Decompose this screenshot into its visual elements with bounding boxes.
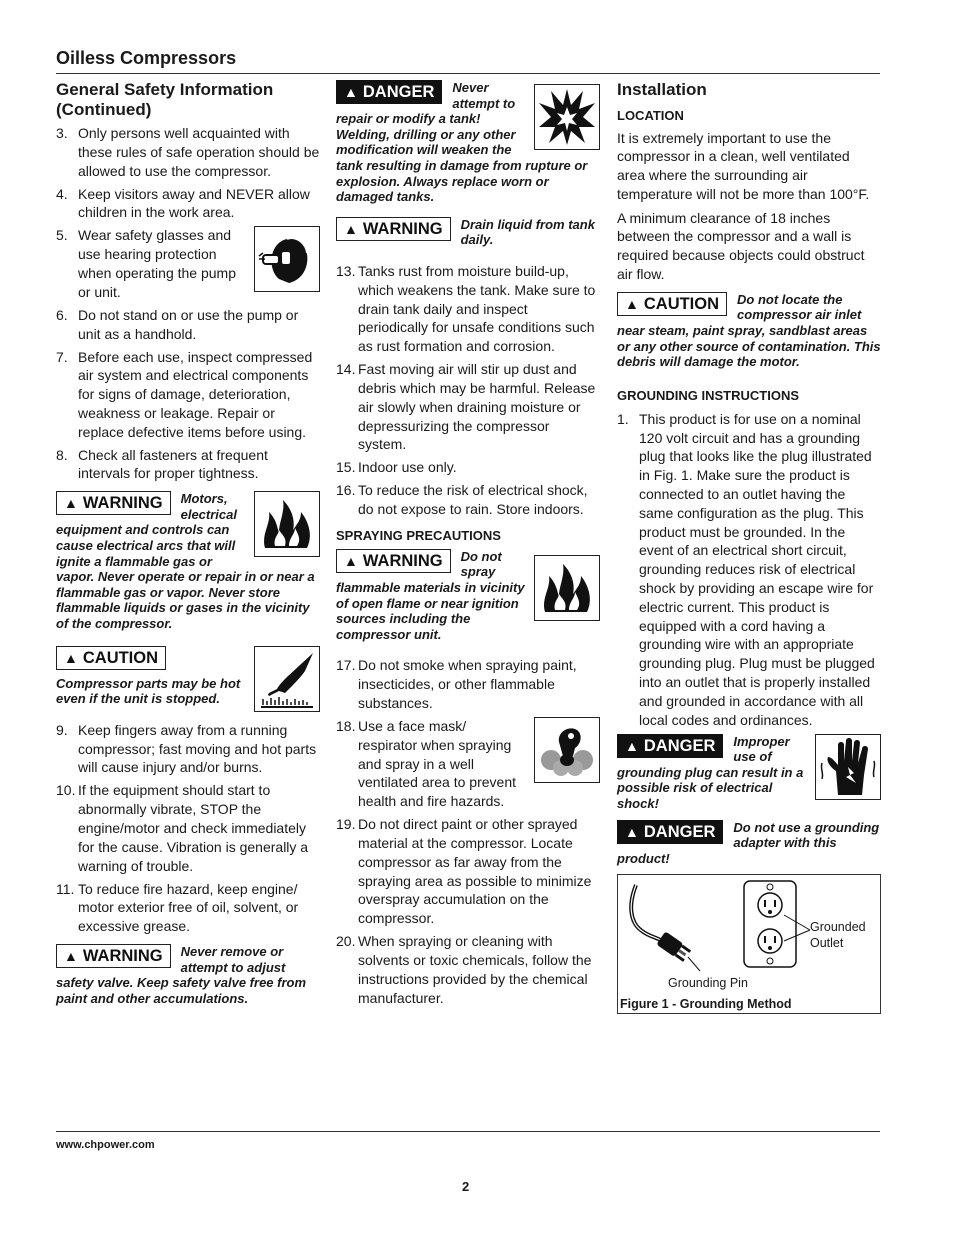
list-item: 17. Do not smoke when spraying paint, insecticides, or other flammable substances. bbox=[336, 657, 577, 712]
grounding-figure bbox=[617, 874, 881, 1014]
footer-rule bbox=[56, 1131, 880, 1132]
safety-list-a bbox=[56, 124, 320, 483]
list-item: 18. Use a face mask/ respirator when spraying and spray in a well ventilated area to prevent health and fire hazards. bbox=[336, 717, 600, 811]
location-heading: LOCATION bbox=[617, 107, 684, 123]
column-general-safety bbox=[56, 80, 320, 1006]
pin-label: Grounding Pin bbox=[668, 976, 748, 991]
electric-shock-icon bbox=[815, 734, 881, 800]
safety-list-b bbox=[56, 721, 320, 936]
list-item: 9. Keep fingers away from a running compressor; fast moving and hot parts will cause injury and/or burns. bbox=[56, 721, 317, 776]
page-number: 2 bbox=[462, 1179, 470, 1194]
list-item: 8. Check all fasteners at frequent intervals for proper tightness. bbox=[56, 446, 268, 482]
list-item: 20. When spraying or cleaning with solvents or toxic chemicals, follow the instructions provided by the chemical manufacturer. bbox=[336, 933, 592, 1006]
list-item: 5. Wear safety glasses and use hearing protection when operating the pump or unit. bbox=[56, 226, 320, 301]
header-rule bbox=[56, 73, 880, 74]
caution-badge: ▲ CAUTION bbox=[617, 292, 727, 316]
list-item: 7. Before each use, inspect compressed air system and electrical components for signs of damage, deterioration, weakness or leakage. Repair or replace defective items before using. bbox=[56, 348, 313, 440]
respirator-icon bbox=[534, 717, 600, 783]
danger-badge: ▲ DANGER bbox=[336, 80, 442, 104]
spraying-heading: SPRAYING PRECAUTIONS bbox=[336, 527, 501, 543]
danger-notice: ▲ DANGER Improper use of grounding plug can result in a possible risk of electrical shock! bbox=[617, 734, 881, 812]
list-item: 1. This product is for use on a nominal 120 volt circuit and has a grounding plug that looks like the plug illustrated in Fig. 1. Make sure the product is connected to an outlet having the same configuration as the plug. This product must be grounded. In the event of an electrical short circuit, grounding reduces risk of electrical shock by providing an escape wire for electric current. This product is equipped with a cord having a grounding wire with an appropriate grounding plug. Plug must be plugged into an outlet that is properly installed and grounded in accordance with all local codes and ordinances. bbox=[617, 410, 875, 728]
grounding-heading: GROUNDING INSTRUCTIONS bbox=[617, 387, 799, 403]
location-paragraph: A minimum clearance of 18 inches between the compressor and a wall is required because objects could obstruct air flow. bbox=[617, 209, 865, 283]
warning-notice: ▲ WARNING Motors, electrical equipment and controls can cause electrical arcs that will ignite a flammable gas or vapor. Never operate or repair in or near a flammable gas or vapor. Never store flammable liquids or gases in the vicinity of the compressor. bbox=[56, 491, 320, 631]
warning-notice: ▲ WARNING Do not spray flammable materials in vicinity of open flame or near ignition sources including the compressor unit. bbox=[336, 549, 600, 643]
column-tank-spraying bbox=[336, 80, 600, 1012]
warning-badge: ▲ WARNING bbox=[336, 217, 451, 241]
list-item: 3. Only persons well acquainted with these rules of safe operation should be allowed to use the compressor. bbox=[56, 125, 320, 179]
caution-badge: ▲ CAUTION bbox=[56, 646, 166, 670]
warning-notice: ▲ WARNING Never remove or attempt to adjust safety valve. Keep safety valve free from paint and other accumulations. bbox=[56, 943, 307, 1006]
hearing-protection-icon bbox=[254, 226, 320, 292]
danger-badge: ▲ DANGER bbox=[617, 734, 723, 758]
caution-notice: ▲ CAUTION Compressor parts may be hot even if the unit is stopped. bbox=[56, 646, 320, 707]
list-item: 14. Fast moving air will stir up dust and debris which may be harmful. Release air slowly when draining moisture or depressurizing the compressor system. bbox=[336, 361, 596, 453]
warning-badge: ▲ WARNING bbox=[56, 944, 171, 968]
figure-caption: Figure 1 - Grounding Method bbox=[620, 997, 792, 1012]
list-item: 15. Indoor use only. bbox=[336, 459, 457, 476]
explosion-icon bbox=[534, 84, 600, 150]
list-item: 19. Do not direct paint or other sprayed material at the compressor. Locate compressor as far away from the spraying area as possible to minimize overspray accumulation on the compressor. bbox=[336, 816, 592, 927]
list-item: 4. Keep visitors away and NEVER allow children in the work area. bbox=[56, 185, 310, 221]
danger-notice: ▲ DANGER Do not use a grounding adapter with this product! bbox=[617, 819, 880, 866]
danger-badge: ▲ DANGER bbox=[617, 820, 723, 844]
warning-notice: ▲ WARNING Drain liquid from tank daily. bbox=[336, 217, 600, 248]
hot-surface-icon bbox=[254, 646, 320, 712]
list-item: 11. To reduce fire hazard, keep engine/ motor exterior free of oil, solvent, or excessive grease. bbox=[56, 880, 299, 935]
warning-badge: ▲ WARNING bbox=[56, 491, 171, 515]
page-title: Oilless Compressors bbox=[56, 48, 237, 68]
footer-url[interactable]: www.chpower.com bbox=[56, 1139, 155, 1151]
location-paragraph: It is extremely important to use the compressor in a clean, well ventilated area where the surrounding air temperature will not be more than 100°F. bbox=[617, 129, 870, 202]
fire-icon bbox=[254, 491, 320, 557]
tank-list bbox=[336, 262, 600, 519]
list-item: 6. Do not stand on or use the pump or unit as a handhold. bbox=[56, 306, 299, 342]
column-installation bbox=[617, 80, 881, 1014]
section-heading: Installation bbox=[617, 80, 707, 99]
fire-icon bbox=[534, 555, 600, 621]
list-item: 16. To reduce the risk of electrical shock, do not expose to rain. Store indoors. bbox=[336, 482, 588, 518]
outlet-label: Grounded Outlet bbox=[810, 920, 866, 951]
list-item: 13. Tanks rust from moisture build-up, which weakens the tank. Make sure to drain tank daily and inspect periodically for unsafe conditions such as rust formation and corrosion. bbox=[336, 262, 596, 355]
danger-notice: ▲ DANGER Never attempt to repair or modify a tank! Welding, drilling or any other modification will weaken the tank resulting in damage from rupture or explosion. Always replace worn or damaged tanks. bbox=[336, 80, 600, 205]
list-item: 10. If the equipment should start to abnormally vibrate, STOP the engine/motor and check immediately for the cause. Vibration is generally a warning of trouble. bbox=[56, 782, 309, 874]
caution-notice: ▲ CAUTION Do not locate the compressor air inlet near steam, paint spray, sandblast areas or any other source of contamination. This debris will damage the motor. bbox=[617, 291, 881, 370]
warning-badge: ▲ WARNING bbox=[336, 549, 451, 573]
grounding-list bbox=[617, 410, 881, 730]
section-heading: General Safety Information (Continued) bbox=[56, 80, 274, 119]
spraying-list bbox=[336, 656, 600, 1007]
